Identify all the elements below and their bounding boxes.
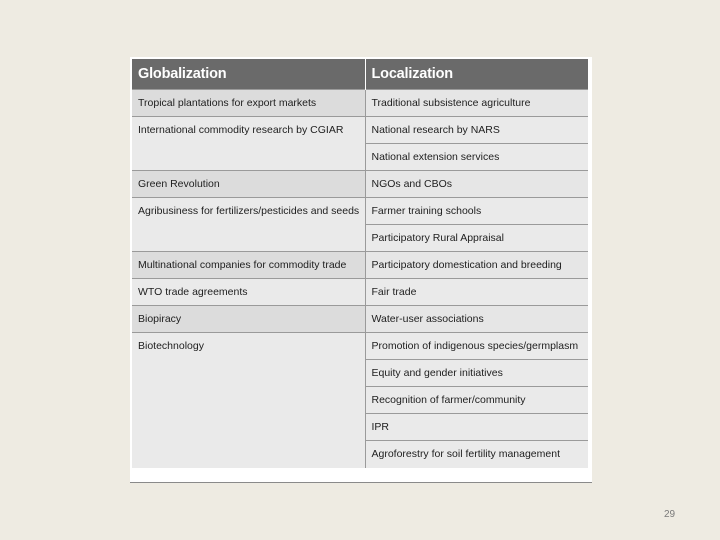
globalization-cell: Biopiracy bbox=[132, 306, 365, 333]
table-row bbox=[132, 198, 588, 225]
localization-cell: Water-user associations bbox=[365, 306, 588, 333]
localization-cell: Equity and gender initiatives bbox=[365, 360, 588, 387]
table-row bbox=[132, 333, 588, 360]
localization-cell: National research by NARS bbox=[365, 117, 588, 144]
localization-cell: Fair trade bbox=[365, 279, 588, 306]
localization-cell: Farmer training schools bbox=[365, 198, 588, 225]
localization-cell: Recognition of farmer/community bbox=[365, 387, 588, 414]
localization-cell: IPR bbox=[365, 414, 588, 441]
globalization-localization-table bbox=[132, 59, 588, 468]
table-row bbox=[132, 90, 588, 117]
globalization-cell: Agribusiness for fertilizers/pesticides and seeds bbox=[132, 198, 365, 252]
table-row bbox=[132, 117, 588, 144]
localization-cell: Promotion of indigenous species/germplasm bbox=[365, 333, 588, 360]
header-globalization: Globalization bbox=[132, 59, 365, 90]
table-header-row bbox=[132, 59, 588, 90]
localization-cell: Agroforestry for soil fertility management bbox=[365, 441, 588, 468]
globalization-cell: Green Revolution bbox=[132, 171, 365, 198]
localization-cell: NGOs and CBOs bbox=[365, 171, 588, 198]
globalization-cell: Biotechnology bbox=[132, 333, 365, 468]
localization-cell: Participatory domestication and breeding bbox=[365, 252, 588, 279]
localization-cell: Participatory Rural Appraisal bbox=[365, 225, 588, 252]
page-number: 29 bbox=[664, 509, 676, 520]
localization-cell: Traditional subsistence agriculture bbox=[365, 90, 588, 117]
globalization-cell: WTO trade agreements bbox=[132, 279, 365, 306]
localization-cell: National extension services bbox=[365, 144, 588, 171]
comparison-table-panel bbox=[130, 57, 592, 483]
header-localization: Localization bbox=[365, 59, 588, 90]
table-row bbox=[132, 171, 588, 198]
globalization-cell: Multinational companies for commodity trade bbox=[132, 252, 365, 279]
table-row bbox=[132, 252, 588, 279]
table-row bbox=[132, 279, 588, 306]
table-row bbox=[132, 306, 588, 333]
globalization-cell: International commodity research by CGIAR bbox=[132, 117, 365, 171]
globalization-cell: Tropical plantations for export markets bbox=[132, 90, 365, 117]
